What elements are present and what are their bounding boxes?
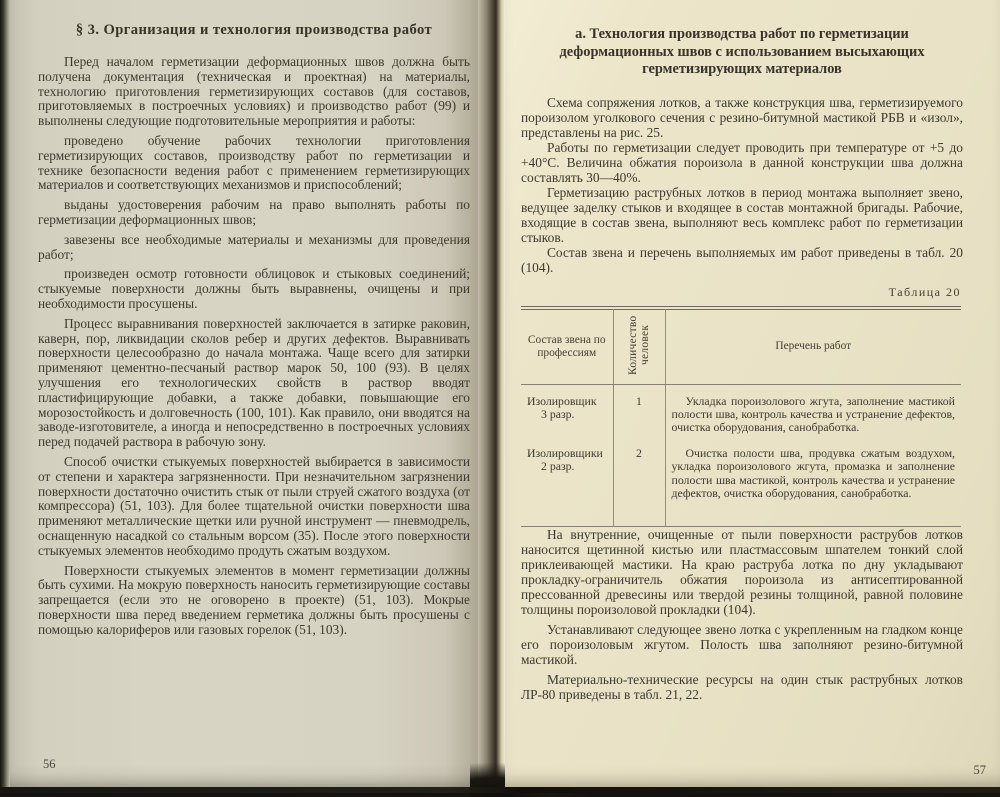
count-cell: 2 [613,443,665,527]
count-cell: 1 [613,384,665,443]
works-text: Очистка полости шва, продувка сжатым воздухом, укладка пороизолового жгута, промазка и заполнение полости шва мастикой, контроль качества и устранение дефектов, очистка оборудования, санобработка. [671,445,955,500]
body-paragraph: Способ очистки стыкуемых поверхностей выбирается в зависимости от степени и характера загрязненности. При незначительном загрязнении поверхности достаточно очистить стык от пыли струей сжатого воздуха (от компрессора) (51, 103). Для более тщательной очистки поверхности шва применяют металлические щетки или ручной инструмент — пневмодрель, оснащенную насадкой со стальным ворсом (35). После этого поверхности стыкуемых элементов необходимо продуть сжатым воздухом. [38,453,470,558]
list-item: выданы удостоверения рабочим на право выполнять работы по герметизации деформационных швов; [38,197,470,227]
left-text-column [38,14,470,637]
staff-table-wrapper [521,306,961,528]
left-page [10,0,478,787]
profession-grade: 2 разр. [541,459,575,474]
body-paragraph: Процесс выравнивания поверхностей заключается в затирке раковин, каверн, пор, ликвидации сколов ребер и других дефектов. Выравнивать поверхности целесообразно до начала монтажа. Чаще всего для затирки применяют цементно-песчаный раствор марок 50, 100 (93). В целях улучшения его технологических свойств в раствор вводят пластифицирующие добавки, а также добавки, повышающие его морозостойкость и долговечность (100, 101). Как правило, они вводятся на заводе-изготовителе, а иногда и непосредственно в построечных условиях перед подачей раствора в рабочую зону. [38,315,470,450]
body-paragraph: Материально-технические ресурсы на один стык раструбных лотков ЛР-80 приведены в табл. 21, 22. [521,672,963,703]
body-paragraph: Поверхности стыкуемых элементов в момент герметизации должны быть сухими. На мокрую поверхность наносить герметизирующие составы запрещается (если это не оговорено в проекте) (51, 103). Мокрые поверхности шва перед введением герметика должны быть просушены с помощью калориферов или газовых горелок (51, 103). [38,562,470,637]
list-item: завезены все необходимые материалы и механизмы для проведения работ; [38,231,470,262]
book-gutter [478,0,505,793]
page-number-right: 57 [973,763,986,777]
page-edge-left [0,0,10,793]
profession-cell [521,443,613,527]
table-caption: Таблица 20 [888,284,961,299]
body-paragraph: Перед началом герметизации деформационных швов должна быть получена документация (техническая и проектная) на материалы, технологию приготовления герметизирующих составов (для составов, приготовляемых в построечных условиях) и производство работ (99) и выполнены следующие подготовительные мероприятия и работы: [38,54,470,129]
column-header-works: Перечень работ [665,309,961,384]
list-item: проведено обучение рабочих технологии приготовления герметизирующих составов, производству работ по герметизации и технике безопасности ведения работ с применением герметизирующих материалов и соответствующих механизмов и приспособлений; [38,132,470,193]
body-paragraph: Работы по герметизации следует проводить при температуре от +5 до +40°С. Величина обжатия пороизола в данной конструкции шва должна составлять 30—40%. [521,139,963,185]
body-paragraph: Устанавливают следующее звено лотка с укрепленным на гладком конце его пороизоловым жгутом. Полость шва заполняют резино-битумной мастикой. [521,622,963,668]
works-cell [665,443,961,527]
body-paragraph: Герметизацию раструбных лотков в период монтажа выполняет звено, ведущее заделку стыков и входящее в состав монтажной бригады. Рабочие, входящие в состав звена, выполняют весь комплекс работ по герметизации стыков. [521,184,963,245]
table-row [521,384,961,443]
section-heading: § 3. Организация и технология производства работ [75,22,433,38]
body-paragraph: На внутренние, очищенные от пыли поверхности раструбов лотков наносится щетинной кистью или пластмассовым шпателем тонкий слой приклеивающей мастики. На краю раструба лотка по дну укладывают прокладку-ограничитель обжатия пороизола из антисептированной прессованной древесины или твердой резины толщиной, равной половине толщины пороизоловой прокладки (104). [521,527,963,618]
profession-name: Изолировщики [527,445,603,460]
profession-cell [521,384,613,443]
works-cell [665,384,961,443]
subsection-heading: а. Технология производства работ по герметизации деформационных швов с использованием высыхающих герметизирующих материалов [559,26,925,77]
list-item: произведен осмотр готовности облицовок и стыковых соединений; стыкуемые поверхности должны быть выравнены, очищены и при необходимости просушены. [38,266,470,311]
profession-grade: 3 разр. [541,407,575,421]
column-header-count [613,309,665,384]
right-text-column [521,16,963,702]
body-paragraph: Схема сопряжения лотков, а также конструкция шва, герметизируемого пороизолом уголкового сечения с резино-битумной мастикой РБВ и «изол», представлены на рис. 25. [521,94,963,140]
profession-name: Изолировщик [527,393,597,408]
bottom-edge [0,787,1000,793]
table-row [521,443,961,527]
works-text: Укладка пороизолового жгута, заполнение мастикой полости шва, контроль качества и устранение дефектов, очистка оборудования, санобработка. [671,393,955,435]
column-header-count-label: Количество человек [627,314,651,375]
right-page [505,0,1000,787]
column-header-profession: Состав звена по профессиям [521,309,613,384]
staff-table [521,309,961,528]
table-header-row [521,309,961,384]
body-paragraph: Состав звена и перечень выполняемых им работ приведены в табл. 20 (104). [521,244,963,275]
page-number-left: 56 [43,757,56,771]
